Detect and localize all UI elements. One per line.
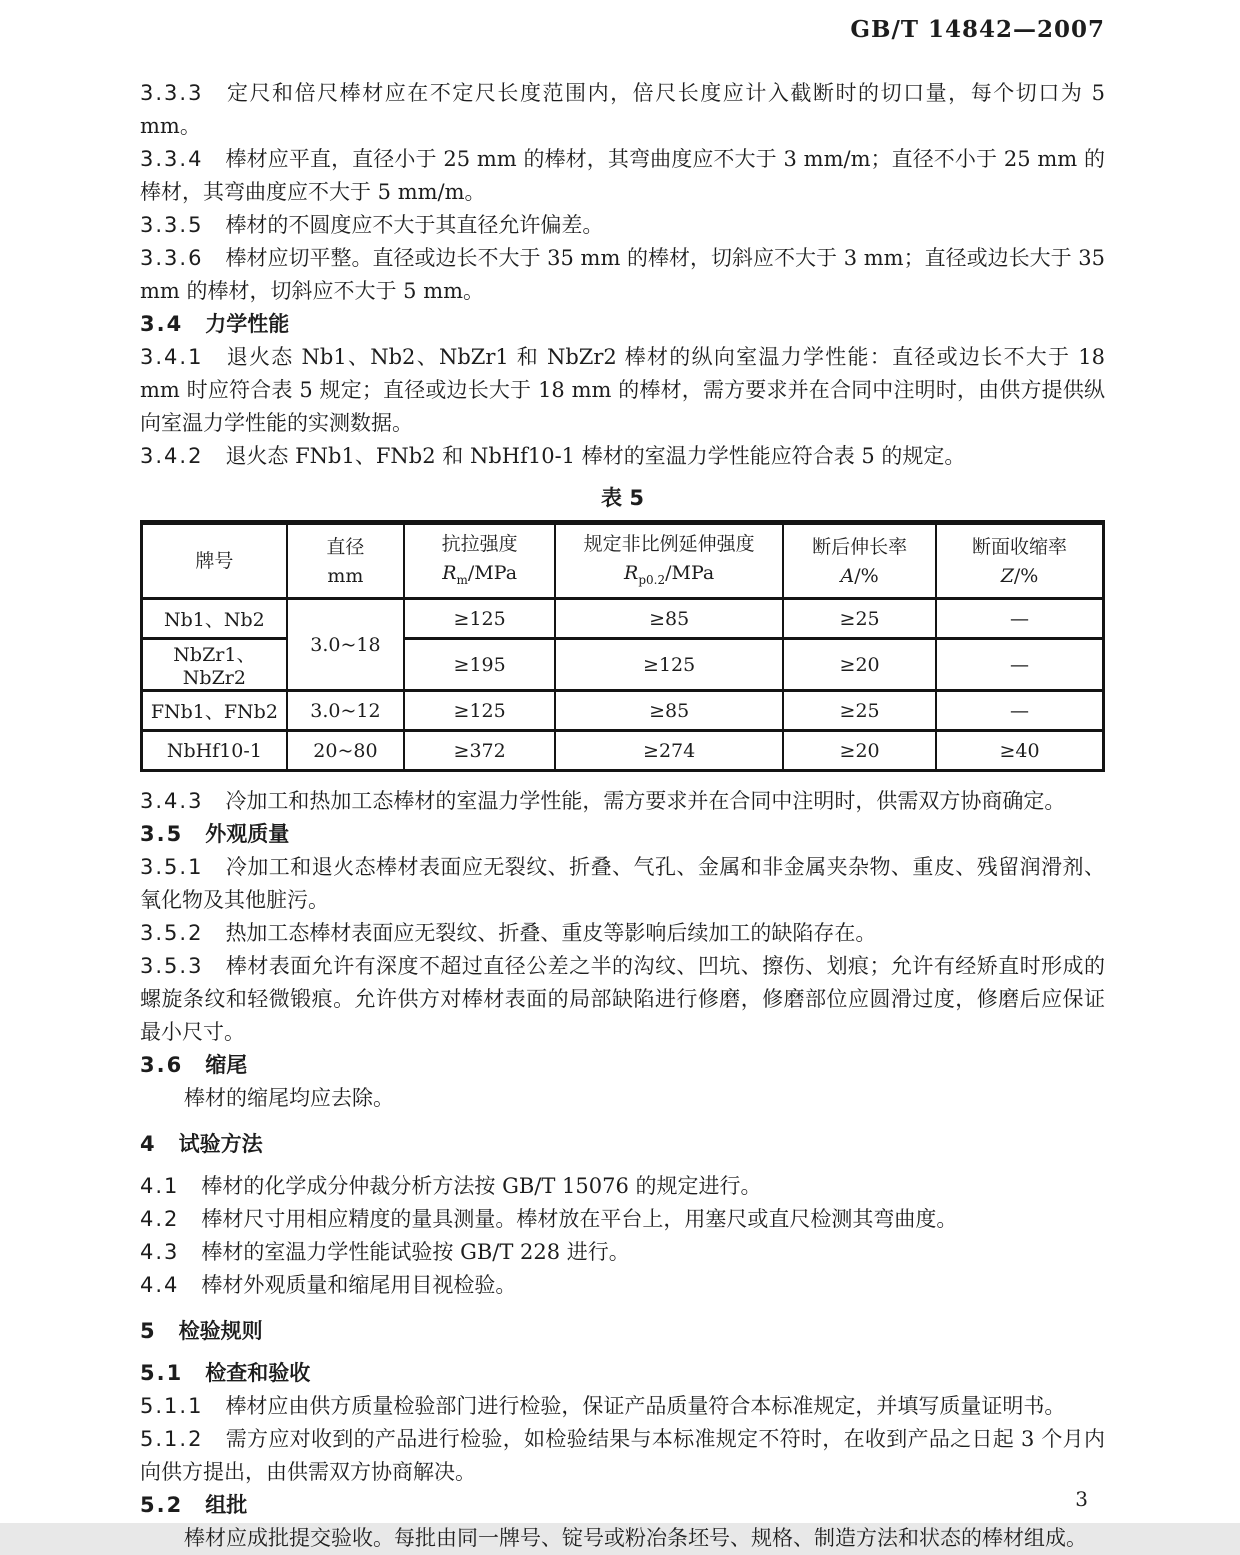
clause-4.2 [140, 1203, 1105, 1236]
section-title: 组批 [205, 1493, 248, 1517]
clause-text: 冷加工和退火态棒材表面应无裂纹、折叠、气孔、金属和非金属夹杂物、重皮、残留润滑剂、氧化物及其他脏污。 [140, 855, 1105, 912]
section-title: 外观质量 [205, 822, 290, 846]
clause-text: 棒材的不圆度应不大于其直径允许偏差。 [225, 213, 604, 237]
clause-number: 3.3.4 [140, 147, 204, 171]
clause-text: 棒材应由供方质量检验部门进行检验，保证产品质量符合本标准规定，并填写质量证明书。 [225, 1394, 1066, 1418]
clause-3.5.1 [140, 851, 1105, 917]
clause-number: 3.4.2 [140, 444, 204, 468]
clause-number: 5.1.1 [140, 1394, 204, 1418]
clause-number: 3.3.5 [140, 213, 204, 237]
table-row [142, 731, 1104, 771]
cell-rm: ≥125 [404, 599, 555, 639]
header-symbol: A/% [840, 565, 879, 587]
section-heading-5.1 [140, 1357, 1105, 1390]
cell-grade: NbHf10-1 [142, 731, 287, 771]
section-number: 3.4 [140, 312, 184, 336]
cell-a: ≥20 [783, 639, 936, 691]
section-title: 缩尾 [205, 1053, 248, 1077]
chapter-heading-5 [140, 1315, 1105, 1348]
cell-grade: FNb1、FNb2 [142, 691, 287, 731]
clause-3.3.5 [140, 209, 1105, 242]
table-row [142, 599, 1104, 639]
clause-number: 3.5.2 [140, 921, 204, 945]
clause-3.3.3 [140, 77, 1105, 143]
table-row [142, 691, 1104, 731]
clause-text: 棒材的缩尾均应去除。 [184, 1086, 394, 1110]
clause-number: 3.5.3 [140, 954, 204, 978]
clause-3.6-body [140, 1082, 1105, 1115]
header-text: 断后伸长率 [812, 536, 908, 558]
clause-text: 热加工态棒材表面应无裂纹、折叠、重皮等影响后续加工的缺陷存在。 [225, 921, 877, 945]
chapter-number: 4 [140, 1132, 157, 1156]
clause-text: 棒材的化学成分仲裁分析方法按 GB/T 15076 的规定进行。 [201, 1174, 762, 1198]
clause-number: 4.3 [140, 1240, 180, 1264]
cell-z: — [936, 639, 1103, 691]
col-header-reduction-of-area [936, 523, 1103, 599]
cell-rp02: ≥85 [555, 691, 783, 731]
section-number: 5.1 [140, 1361, 184, 1385]
cell-diameter: 3.0~12 [287, 691, 404, 731]
cell-rp02: ≥85 [555, 599, 783, 639]
cell-a: ≥25 [783, 599, 936, 639]
clause-3.4.3 [140, 785, 1105, 818]
clause-5.2-body [140, 1522, 1105, 1555]
clause-3.4.1 [140, 341, 1105, 440]
cell-z: — [936, 691, 1103, 731]
col-header-tensile-strength [404, 523, 555, 599]
cell-a: ≥25 [783, 691, 936, 731]
col-header-proof-strength [555, 523, 783, 599]
cell-grade: NbZr1、NbZr2 [142, 639, 287, 691]
cell-rp02: ≥274 [555, 731, 783, 771]
section-heading-5.2 [140, 1489, 1105, 1522]
clause-text: 冷加工和热加工态棒材的室温力学性能，需方要求并在合同中注明时，供需双方协商确定。 [225, 789, 1066, 813]
clause-number: 4.4 [140, 1273, 180, 1297]
clause-text: 退火态 FNb1、FNb2 和 NbHf10-1 棒材的室温力学性能应符合表 5 的规定。 [225, 444, 966, 468]
col-header-grade [142, 523, 287, 599]
clause-text: 棒材应切平整。直径或边长不大于 35 mm 的棒材，切斜应不大于 3 mm；直径或边长大于 35 mm 的棒材，切斜应不大于 5 mm。 [140, 246, 1105, 303]
clause-number: 5.1.2 [140, 1427, 204, 1451]
clause-text: 定尺和倍尺棒材应在不定尺长度范围内，倍尺长度应计入截断时的切口量，每个切口为 5 mm。 [140, 81, 1105, 138]
clause-3.5.2 [140, 917, 1105, 950]
section-title: 检查和验收 [205, 1361, 311, 1385]
cell-grade: Nb1、Nb2 [142, 599, 287, 639]
clause-text: 棒材应平直，直径小于 25 mm 的棒材，其弯曲度应不大于 3 mm/m；直径不小于 25 mm 的棒材，其弯曲度应不大于 5 mm/m。 [140, 147, 1105, 204]
section-number: 3.5 [140, 822, 184, 846]
standard-code: GB/T 14842—2007 [850, 16, 1105, 43]
clause-5.1.1 [140, 1390, 1105, 1423]
clause-4.1 [140, 1170, 1105, 1203]
clause-4.3 [140, 1236, 1105, 1269]
clause-3.4.2 [140, 440, 1105, 473]
header-symbol: Z/% [1000, 565, 1039, 587]
header-text: 牌号 [195, 550, 234, 572]
clause-number: 3.3.6 [140, 246, 204, 270]
header-text: 直径 [326, 536, 365, 558]
section-title: 力学性能 [205, 312, 290, 336]
clause-3.3.6 [140, 242, 1105, 308]
clause-text: 退火态 Nb1、Nb2、NbZr1 和 NbZr2 棒材的纵向室温力学性能：直径或边长不大于 18 mm 时应符合表 5 规定；直径或边长大于 18 mm 的棒材，需方要求并在合同中注明时，由供方提供纵向室温力学性能的实测数据。 [140, 345, 1105, 435]
clause-text: 棒材应成批提交验收。每批由同一牌号、锭号或粉冶条坯号、规格、制造方法和状态的棒材组成。 [184, 1526, 1087, 1550]
mechanical-properties-table [140, 520, 1105, 772]
table-row [142, 639, 1104, 691]
cell-a: ≥20 [783, 731, 936, 771]
chapter-heading-4 [140, 1128, 1105, 1161]
table-header-row [142, 523, 1104, 599]
header-symbol: $R_{p0.2}$/MPa [624, 561, 715, 587]
cell-rm: ≥372 [404, 731, 555, 771]
header-text: 断面收缩率 [972, 536, 1068, 558]
clause-3.5.3 [140, 950, 1105, 1049]
clause-text: 棒材表面允许有深度不超过直径公差之半的沟纹、凹坑、擦伤、划痕；允许有经矫直时形成的螺旋条纹和轻微锻痕。允许供方对棒材表面的局部缺陷进行修磨，修磨部位应圆滑过度，修磨后应保证最小尺寸。 [140, 954, 1105, 1044]
header-unit: mm [327, 565, 364, 587]
chapter-title: 检验规则 [178, 1319, 263, 1343]
col-header-elongation [783, 523, 936, 599]
clause-number: 4.1 [140, 1174, 180, 1198]
header-symbol: $R_m$/MPa [442, 561, 518, 587]
col-header-diameter [287, 523, 404, 599]
section-number: 3.6 [140, 1053, 184, 1077]
clause-3.3.4 [140, 143, 1105, 209]
clause-text: 棒材外观质量和缩尾用目视检验。 [201, 1273, 517, 1297]
clause-number: 3.4.3 [140, 789, 204, 813]
cell-rp02: ≥125 [555, 639, 783, 691]
cell-diameter: 20~80 [287, 731, 404, 771]
clause-4.4 [140, 1269, 1105, 1302]
clause-text: 需方应对收到的产品进行检验，如检验结果与本标准规定不符时，在收到产品之日起 3 个月内向供方提出，由供需双方协商解决。 [140, 1427, 1105, 1484]
table-5 [140, 520, 1105, 772]
clause-text: 棒材的室温力学性能试验按 GB/T 228 进行。 [201, 1240, 630, 1264]
header-text: 规定非比例延伸强度 [583, 532, 755, 555]
cell-z: ≥40 [936, 731, 1103, 771]
table-title: 表 5 [601, 486, 644, 510]
page-number: 3 [1075, 1487, 1088, 1511]
clause-number: 3.5.1 [140, 855, 204, 879]
cell-rm: ≥125 [404, 691, 555, 731]
cell-diameter: 3.0~18 [287, 599, 404, 691]
section-heading-3.5 [140, 818, 1105, 851]
clause-text: 棒材尺寸用相应精度的量具测量。棒材放在平台上，用塞尺或直尺检测其弯曲度。 [201, 1207, 958, 1231]
chapter-number: 5 [140, 1319, 157, 1343]
section-number: 5.2 [140, 1493, 184, 1517]
clause-number: 3.4.1 [140, 345, 204, 369]
clause-number: 4.2 [140, 1207, 180, 1231]
section-heading-3.4 [140, 308, 1105, 341]
clause-5.1.2 [140, 1423, 1105, 1489]
clause-number: 3.3.3 [140, 81, 204, 105]
header-text: 抗拉强度 [441, 532, 518, 555]
cell-z: — [936, 599, 1103, 639]
chapter-title: 试验方法 [178, 1132, 263, 1156]
cell-rm: ≥195 [404, 639, 555, 691]
section-heading-3.6 [140, 1049, 1105, 1082]
